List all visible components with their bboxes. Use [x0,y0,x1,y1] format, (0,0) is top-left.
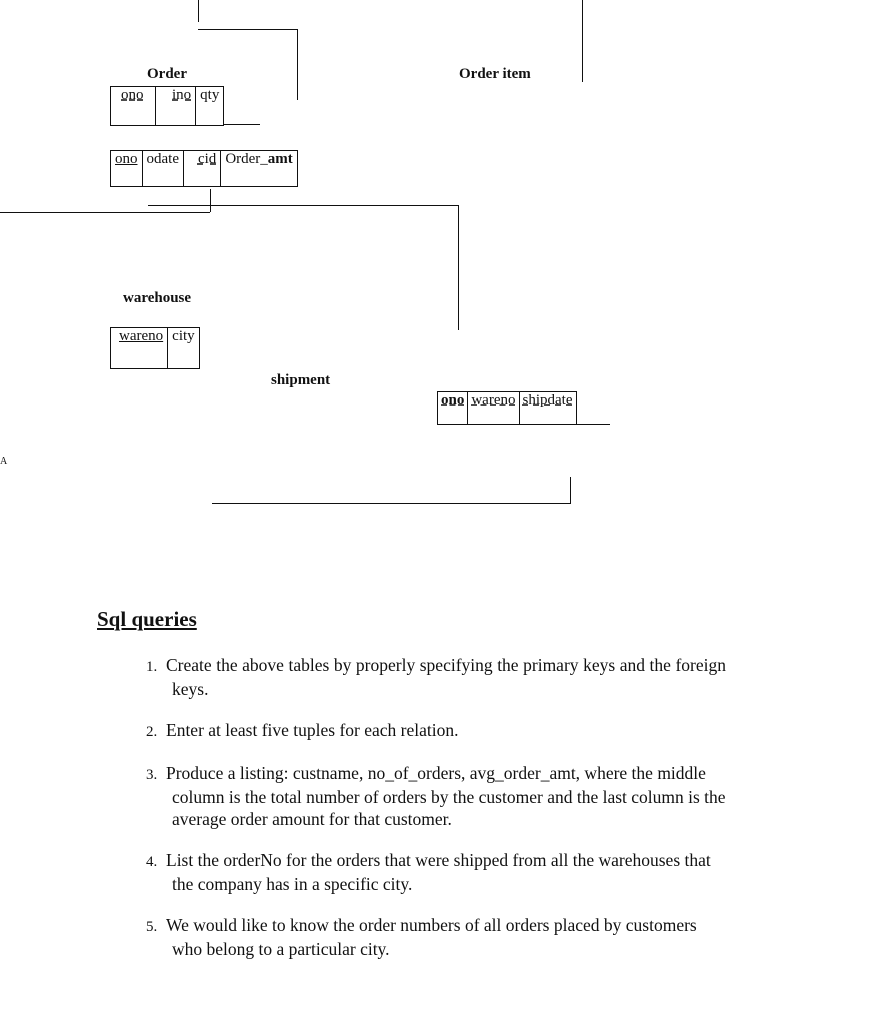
query-number: 2. [146,724,158,740]
shipment-col-shipdate: shipdate [519,392,576,425]
connector-line [582,0,583,82]
warehouse-col-wareno: wareno [111,328,168,369]
query-number: 1. [146,659,158,675]
query-text: We would like to know the order numbers of all orders placed by customers who belong to a particular city. [166,915,697,959]
warehouse-relation [110,327,200,369]
order-label: Order [147,66,187,82]
query-text: Create the above tables by properly specifying the primary keys and the foreign keys. [166,655,726,699]
query-item [146,719,726,743]
connector-line [297,29,298,100]
warehouse-label: warehouse [123,290,192,306]
shipment-col-ono: ono [438,392,468,425]
shipment-col-wareno: wareno [468,392,519,425]
order-col-odate: odate [142,151,183,187]
order-item-label: Order item [459,66,531,82]
connector-line [198,0,199,22]
order-relation [110,150,298,187]
connector-line [0,212,210,213]
query-number: 5. [146,919,158,935]
query-text: List the orderNo for the orders that were shipped from all the warehouses that the company has in a specific city. [166,850,711,894]
connector-line [212,503,570,504]
shipment-relation [437,391,577,425]
order-col-ono: ono [111,151,143,187]
query-item [146,762,726,830]
order-item-col-ino: ino [156,87,196,126]
shipment-label: shipment [271,372,331,388]
query-item [146,914,726,960]
connector-line [458,205,459,330]
query-number: 4. [146,854,158,870]
connector-line [198,29,297,30]
query-item [146,849,726,895]
order-item-col-ono: ono [111,87,156,126]
query-text: Produce a listing: custname, no_of_orders, avg_order_amt, where the middle column is the total number of orders by the customer and the last column is the average order amount for that customer. [166,763,726,829]
order-col-order-amt: Order_amt [221,151,297,187]
order-item-col-qty: qty [196,87,224,126]
order-col-cid: cid [183,151,220,187]
connector-line [210,189,211,212]
query-list [146,654,726,979]
connector-line [570,477,571,504]
query-item [146,654,726,700]
connector-line [148,205,458,206]
sql-queries-heading: Sql queries [97,607,197,631]
query-text: Enter at least five tuples for each relation. [166,720,459,740]
stray-mark: A [0,456,8,467]
query-number: 3. [146,767,158,783]
warehouse-col-city: city [168,328,200,369]
order-item-relation [110,86,224,126]
